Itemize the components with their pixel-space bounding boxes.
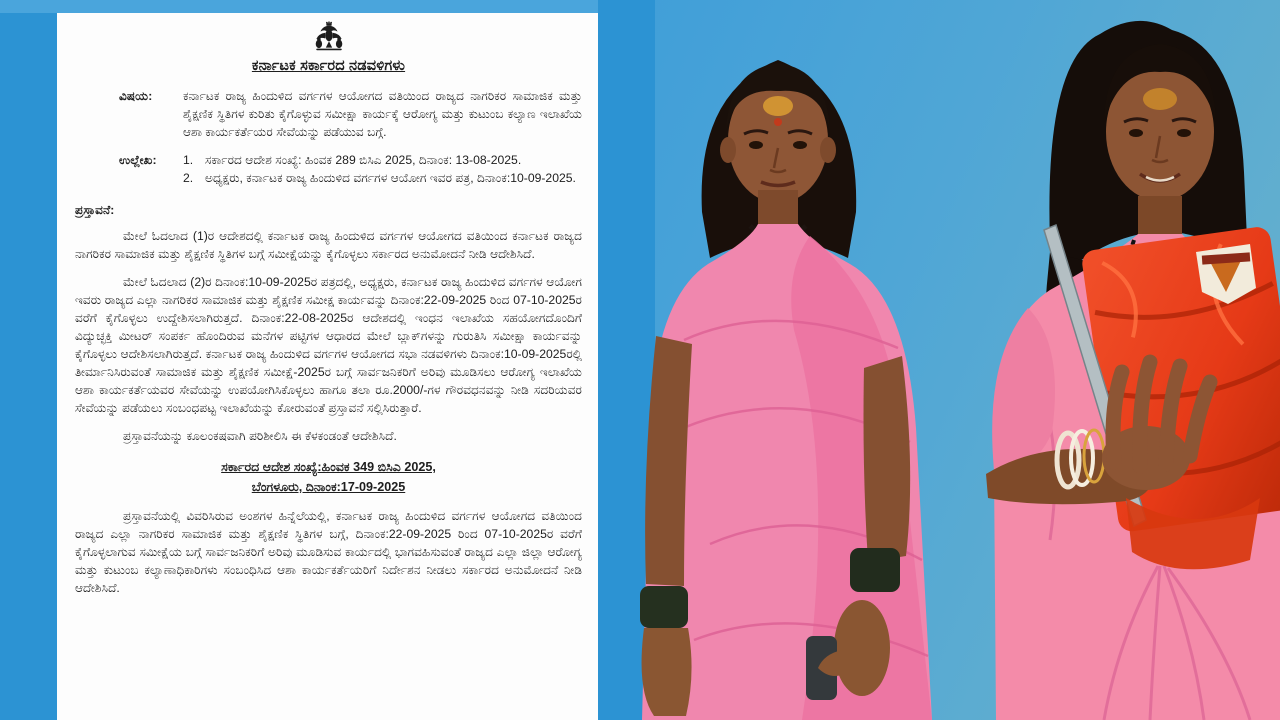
- left-woman-left-forearm: [864, 356, 911, 562]
- photo-two-asha-workers: [598, 0, 1280, 720]
- top-blue-strip: [0, 0, 600, 13]
- left-woman-left-hand: [834, 600, 890, 696]
- document-title: ಕರ್ನಾಟಕ ಸರ್ಕಾರದ ನಡವಳಿಗಳು: [251, 58, 406, 74]
- karnataka-emblem-icon: [312, 21, 346, 55]
- left-woman-wristwatch: [640, 586, 688, 628]
- left-woman-eye: [749, 141, 763, 149]
- order-date-line: ಬೆಂಗಳೂರು, ದಿನಾಂಕ:17-09-2025: [251, 480, 406, 494]
- left-woman-eye: [793, 141, 807, 149]
- left-woman-tilak: [763, 96, 793, 116]
- left-woman-right-hand: [642, 628, 692, 716]
- preamble-paragraph-1: ಮೇಲೆ ಓದಲಾದ (1)ರ ಆದೇಶದಲ್ಲಿ ಕರ್ನಾಟಕ ರಾಜ್ಯ ಹಿಂದುಳಿದ ವರ್ಗಗಳ ಆಯೋಗದ ವತಿಯಿಂದ ಕರ್ನಾಟಕ ರಾಜ್ಯದ ನಾಗರಿಕರ ಸಾಮಾಜಿಕ ಮತ್ತು ಶೈಕ್ಷಣಿಕ ಸ್ಥಿತಿಗಳ ಬಗ್ಗೆ ಸಮೀಕ್ಷೆಯನ್ನು ಕೈಗೊಳ್ಳಲು ಸರ್ಕಾರದ ಅನುಮೋದನೆ ನೀಡಿ ಆದೇಶಿಸಿದೆ.: [75, 229, 582, 261]
- right-woman-tilak: [1143, 88, 1177, 110]
- subject-label: ವಿಷಯ:: [119, 89, 153, 103]
- subject-text: ಕರ್ನಾಟಕ ರಾಜ್ಯ ಹಿಂದುಳಿದ ವರ್ಗಗಳ ಆಯೋಗದ ವತಿಯಿಂದ ರಾಜ್ಯದ ನಾಗರಿಕರ ಸಾಮಾಜಿಕ ಮತ್ತು ಶೈಕ್ಷಣಿಕ ಸ್ಥಿತಿಗಳ ಕುರಿತು ಕೈಗೊಳ್ಳುವ ಸಮೀಕ್ಷಾ ಕಾರ್ಯಕ್ಕೆ ಆರೋಗ್ಯ ಮತ್ತು ಕುಟುಂಬ ಕಲ್ಯಾಣ ಇಲಾಖೆಯ ಆಶಾ ಕಾರ್ಯಕರ್ತೆಯರ ಸೇವೆಯನ್ನು ಪಡೆಯುವ ಬಗ್ಗೆ.: [183, 89, 582, 139]
- reference-row: [119, 151, 582, 187]
- left-woman-neck: [758, 190, 798, 228]
- left-woman-ear: [720, 137, 736, 163]
- order-number-line: ಸರ್ಕಾರದ ಆದೇಶ ಸಂಖ್ಯೆ:ಹಿಂವಕ 349 ಬಿಸಿಎ 2025,: [221, 460, 436, 474]
- reference-item: 2. ಅಧ್ಯಕ್ಷರು, ಕರ್ನಾಟಕ ರಾಜ್ಯ ಹಿಂದುಳಿದ ವರ್ಗಗಳ ಆಯೋಗ ಇವರ ಪತ್ರ, ದಿನಾಂಕ:10-09-2025.: [183, 171, 576, 185]
- left-woman-ear: [820, 137, 836, 163]
- reference-list: [183, 151, 582, 187]
- right-woman-eye: [1129, 129, 1143, 137]
- subject-row: [119, 87, 582, 141]
- right-woman-eye: [1177, 129, 1191, 137]
- preamble-paragraph-3: ಪ್ರಸ್ತಾವನೆಯನ್ನು ಕೂಲಂಕಷವಾಗಿ ಪರಿಶೀಲಿಸಿ ಈ ಕೆಳಕಂಡಂತೆ ಆದೇಶಿಸಿದೆ.: [123, 429, 397, 443]
- order-paragraph: ಪ್ರಸ್ತಾವನೆಯಲ್ಲಿ ವಿವರಿಸಿರುವ ಅಂಶಗಳ ಹಿನ್ನೆಲೆಯಲ್ಲಿ, ಕರ್ನಾಟಕ ರಾಜ್ಯ ಹಿಂದುಳಿದ ವರ್ಗಗಳ ಆಯೋಗದ ವತಿಯಿಂದ ರಾಜ್ಯದ ಎಲ್ಲಾ ನಾಗರಿಕರ ಸಾಮಾಜಿಕ ಮತ್ತು ಶೈಕ್ಷಣಿಕ ಸ್ಥಿತಿಗಳ ಬಗ್ಗೆ, ದಿನಾಂಕ:22-09-2025 ರಿಂದ 07-10-2025ರ ವರೆಗೆ ಕೈಗೊಳ್ಳಲಾಗುವ ಸಮೀಕ್ಷೆಯ ಬಗ್ಗೆ ಸಾರ್ವಜನಿಕರಿಗೆ ಅರಿವು ಮೂಡಿಸುವ ಕಾರ್ಯದಲ್ಲಿ ಭಾಗವಹಿಸುವಂತೆ ರಾಜ್ಯದ ಎಲ್ಲಾ ಜಿಲ್ಲಾ ಆರೋಗ್ಯ ಮತ್ತು ಕುಟುಂಬ ಕಲ್ಯಾಣಾಧಿಕಾರಿಗಳು ಸಂಬಂಧಿಸಿದ ಆಶಾ ಕಾರ್ಯಕರ್ತೆಯರಿಗೆ ನಿರ್ದೇಶನ ನೀಡಲು ಸರ್ಕಾರದ ಅನುಮೋದನೆ ನೀಡಿ ಆದೇಶಿಸಿದೆ.: [75, 509, 582, 595]
- left-woman-bindi: [774, 118, 782, 126]
- reference-item: 1. ಸರ್ಕಾರದ ಆದೇಶ ಸಂಖ್ಯೆ: ಹಿಂವಕ 289 ಬಿಸಿಎ 2025, ದಿನಾಂಕ: 13-08-2025.: [183, 153, 522, 167]
- order-number-heading: [75, 457, 582, 497]
- left-woman-wristband: [850, 548, 900, 592]
- preamble-label: ಪ್ರಸ್ತಾವನೆ:: [75, 203, 115, 217]
- government-order-document: [57, 13, 598, 720]
- preamble-paragraph-2: ಮೇಲೆ ಓದಲಾದ (2)ರ ದಿನಾಂಕ:10-09-2025ರ ಪತ್ರದಲ್ಲಿ, ಅಧ್ಯಕ್ಷರು, ಕರ್ನಾಟಕ ರಾಜ್ಯ ಹಿಂದುಳಿದ ವರ್ಗಗಳ ಆಯೋಗ ಇವರು ರಾಜ್ಯದ ಎಲ್ಲಾ ನಾಗರಿಕರ ಸಾಮಾಜಿಕ ಮತ್ತು ಶೈಕ್ಷಣಿಕ ಸಮೀಕ್ಷ ಕಾರ್ಯವನ್ನು ದಿನಾಂಕ:22-09-2025 ರಿಂದ 07-10-2025ರ ವರೆಗೆ ಕೈಗೊಳ್ಳಲು ಉದ್ದೇಶಿಸಲಾಗಿರುತ್ತದೆ. ದಿನಾಂಕ:22-08-2025ರ ಆದೇಶದಲ್ಲಿ ಇಂಧನ ಇಲಾಖೆಯ ಸಹಯೋಗದೊಂದಿಗೆ ವಿದ್ಯುಚ್ಛಕ್ತಿ ಮೀಟರ್ ಸಂಪರ್ಕ ಹೊಂದಿರುವ ಮನೆಗಳ ಪಟ್ಟಿಗಳ ಆಧಾರದ ಮೇಲೆ ಬ್ಲಾಕ್‌ಗಳನ್ನು ಗುರುತಿಸಿ ಸಮೀಕ್ಷಾ ಕಾರ್ಯವನ್ನು ಕೈಗೊಳ್ಳಲು ಆದೇಶಿಸಲಾಗಿರುತ್ತದೆ. ಕರ್ನಾಟಕ ರಾಜ್ಯ ಹಿಂದುಳಿದ ವರ್ಗಗಳ ಆಯೋಗದ ಸಭಾ ನಡವಳಿಗಳು ದಿನಾಂಕ:10-09-2025ರಲ್ಲಿ ತೀರ್ಮಾನಿಸಿರುವಂತೆ ಸಾಮಾಜಿಕ ಮತ್ತು ಶೈಕ್ಷಣಿಕ ಸಮೀಕ್ಷೆ-2025ರ ಬಗ್ಗೆ ಸಾರ್ವಜನಿಕರಿಗೆ ಅರಿವು ಮೂಡಿಸಲು ಆರೋಗ್ಯ ಇಲಾಖೆಯ ಆಶಾ ಕಾರ್ಯಕರ್ತೆಯವರ ಸೇವೆಯನ್ನು ಉಪಯೋಗಿಸಿಕೊಳ್ಳಲು ಹಾಗೂ ತಲಾ ರೂ.2000/-ಗಳ ಗೌರವಧನವನ್ನು ನೀಡಿ ಸದರಿಯವರ ಸೇವೆಯನ್ನು ಪಡೆಯಲು ಸಂಬಂಧಪಟ್ಟ ಇಲಾಖೆಯನ್ನು ಕೋರುವಂತೆ ಪ್ರಸ್ತಾವನೆ ಸಲ್ಲಿಸಿರುತ್ತಾರೆ.: [75, 275, 582, 415]
- reference-label: ಉಲ್ಲೇಖ:: [119, 153, 157, 167]
